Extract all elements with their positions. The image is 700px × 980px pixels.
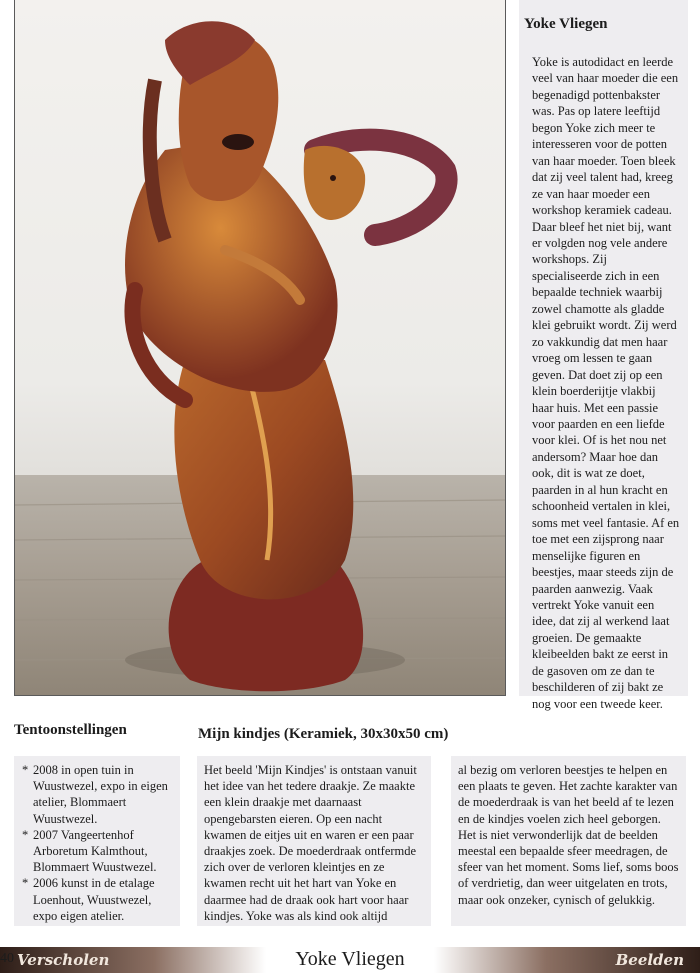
footer-section-left: Verscholen [17,951,110,969]
bullet-icon: * [22,763,29,777]
bullet-icon: * [22,876,29,891]
work-text-1: Het beeld 'Mijn Kindjes' is ontstaan vanuit het idee van het tedere draakje. Ze maakte een klein draakje met daarnaast opengebarsten eieren. Op een nacht kwamen de eitjes uit en waren er een paar draakjes zoek. De moederdraak ontfermde zich over de verloren kleintjes en ze kwamen recht uit het hart van Yoke en daarmee had de draak ook hart voor haar kindjes. Yoke was als kind ook altijd [204,763,417,923]
sculpture-illustration [15,0,506,696]
bio-title: Yoke Vliegen [524,16,608,32]
work-text-2: al bezig om verloren beestjes te helpen en een plaats te geven. Het zachte karakter van de moederdraak is van het beeld af te lezen en de kindjes voelen zich heel geborgen. Het is niet verwonderlijk dat de beelden meestal een bepaalde sfeer meedragen, de sfeer van het moment. Soms lief, soms boos of verdrietig, dan weer uitgelaten en trots, maar ook onzeker, cynisch of gelukkig. [458,763,679,907]
work-title: Mijn kindjes (Keramiek, 30x30x50 cm) [198,726,449,742]
page-number: 40 [0,951,14,966]
work-text-column-1 [197,756,431,926]
work-text-column-2 [451,756,686,926]
exhibitions-title: Tentoonstellingen [14,722,127,738]
footer-section-right: Beelden [615,951,684,969]
exhibition-item: * 2006 kunst in de etalage Loenhout, Wuustwezel, expo eigen atelier. [22,876,155,923]
exhibitions-list [14,756,180,924]
bullet-icon: * [22,827,29,842]
exhibitions-panel [14,756,180,926]
footer-title: Yoke Vliegen [295,948,405,970]
exhibition-item: * 2008 in open tuin in Wuustwezel, expo in eigen atelier, Blommaert Wuustwezel. [22,763,168,826]
sculpture-photo [14,0,506,696]
bio-text: Yoke is autodidact en leerde veel van haar moeder die een begenadigd pottenbakster was. Pas op latere leeftijd begon Yoke zich meer te interesseren voor de potten van haar moeder. Toen bleek dat zij veel talent had, kreeg ze van haar moeder een workshop keramiek cadeau. Daar bleef het niet bij, want er volgden nog vele andere workshops. Zij specialiseerde zich in een bepaalde techniek waarbij zowel chamotte als gladde klei gebruikt wordt. Zij werd zo vakkundig dat men haar vroeg om lessen te gaan geven. Dat doet zij op een klein boerderijtje vlakbij haar huis. Met een passie voor paarden en een liefde voor klei. Of is het nou net andersom? Maar hoe dan ook, dit is wat ze doet, paarden in al hun kracht en schoonheid vertalen in klei, soms met veel fantasie. Af en toe met een zijsprong naar menselijke figuren en beestjes, maar steeds zijn de paarden aanwezig. Vaak vertrekt Yoke vanuit een idee, dat zij al werkend laat groeien. De gemaakte kleibeelden bakt ze eerst in de gasoven om ze dan te beschilderen of zij bakt ze nog voor een tweede keer. [532,55,680,711]
exhibition-item: * 2007 Vangeertenhof Arboretum Kalmthout, Blommaert Wuustwezel. [22,827,157,875]
